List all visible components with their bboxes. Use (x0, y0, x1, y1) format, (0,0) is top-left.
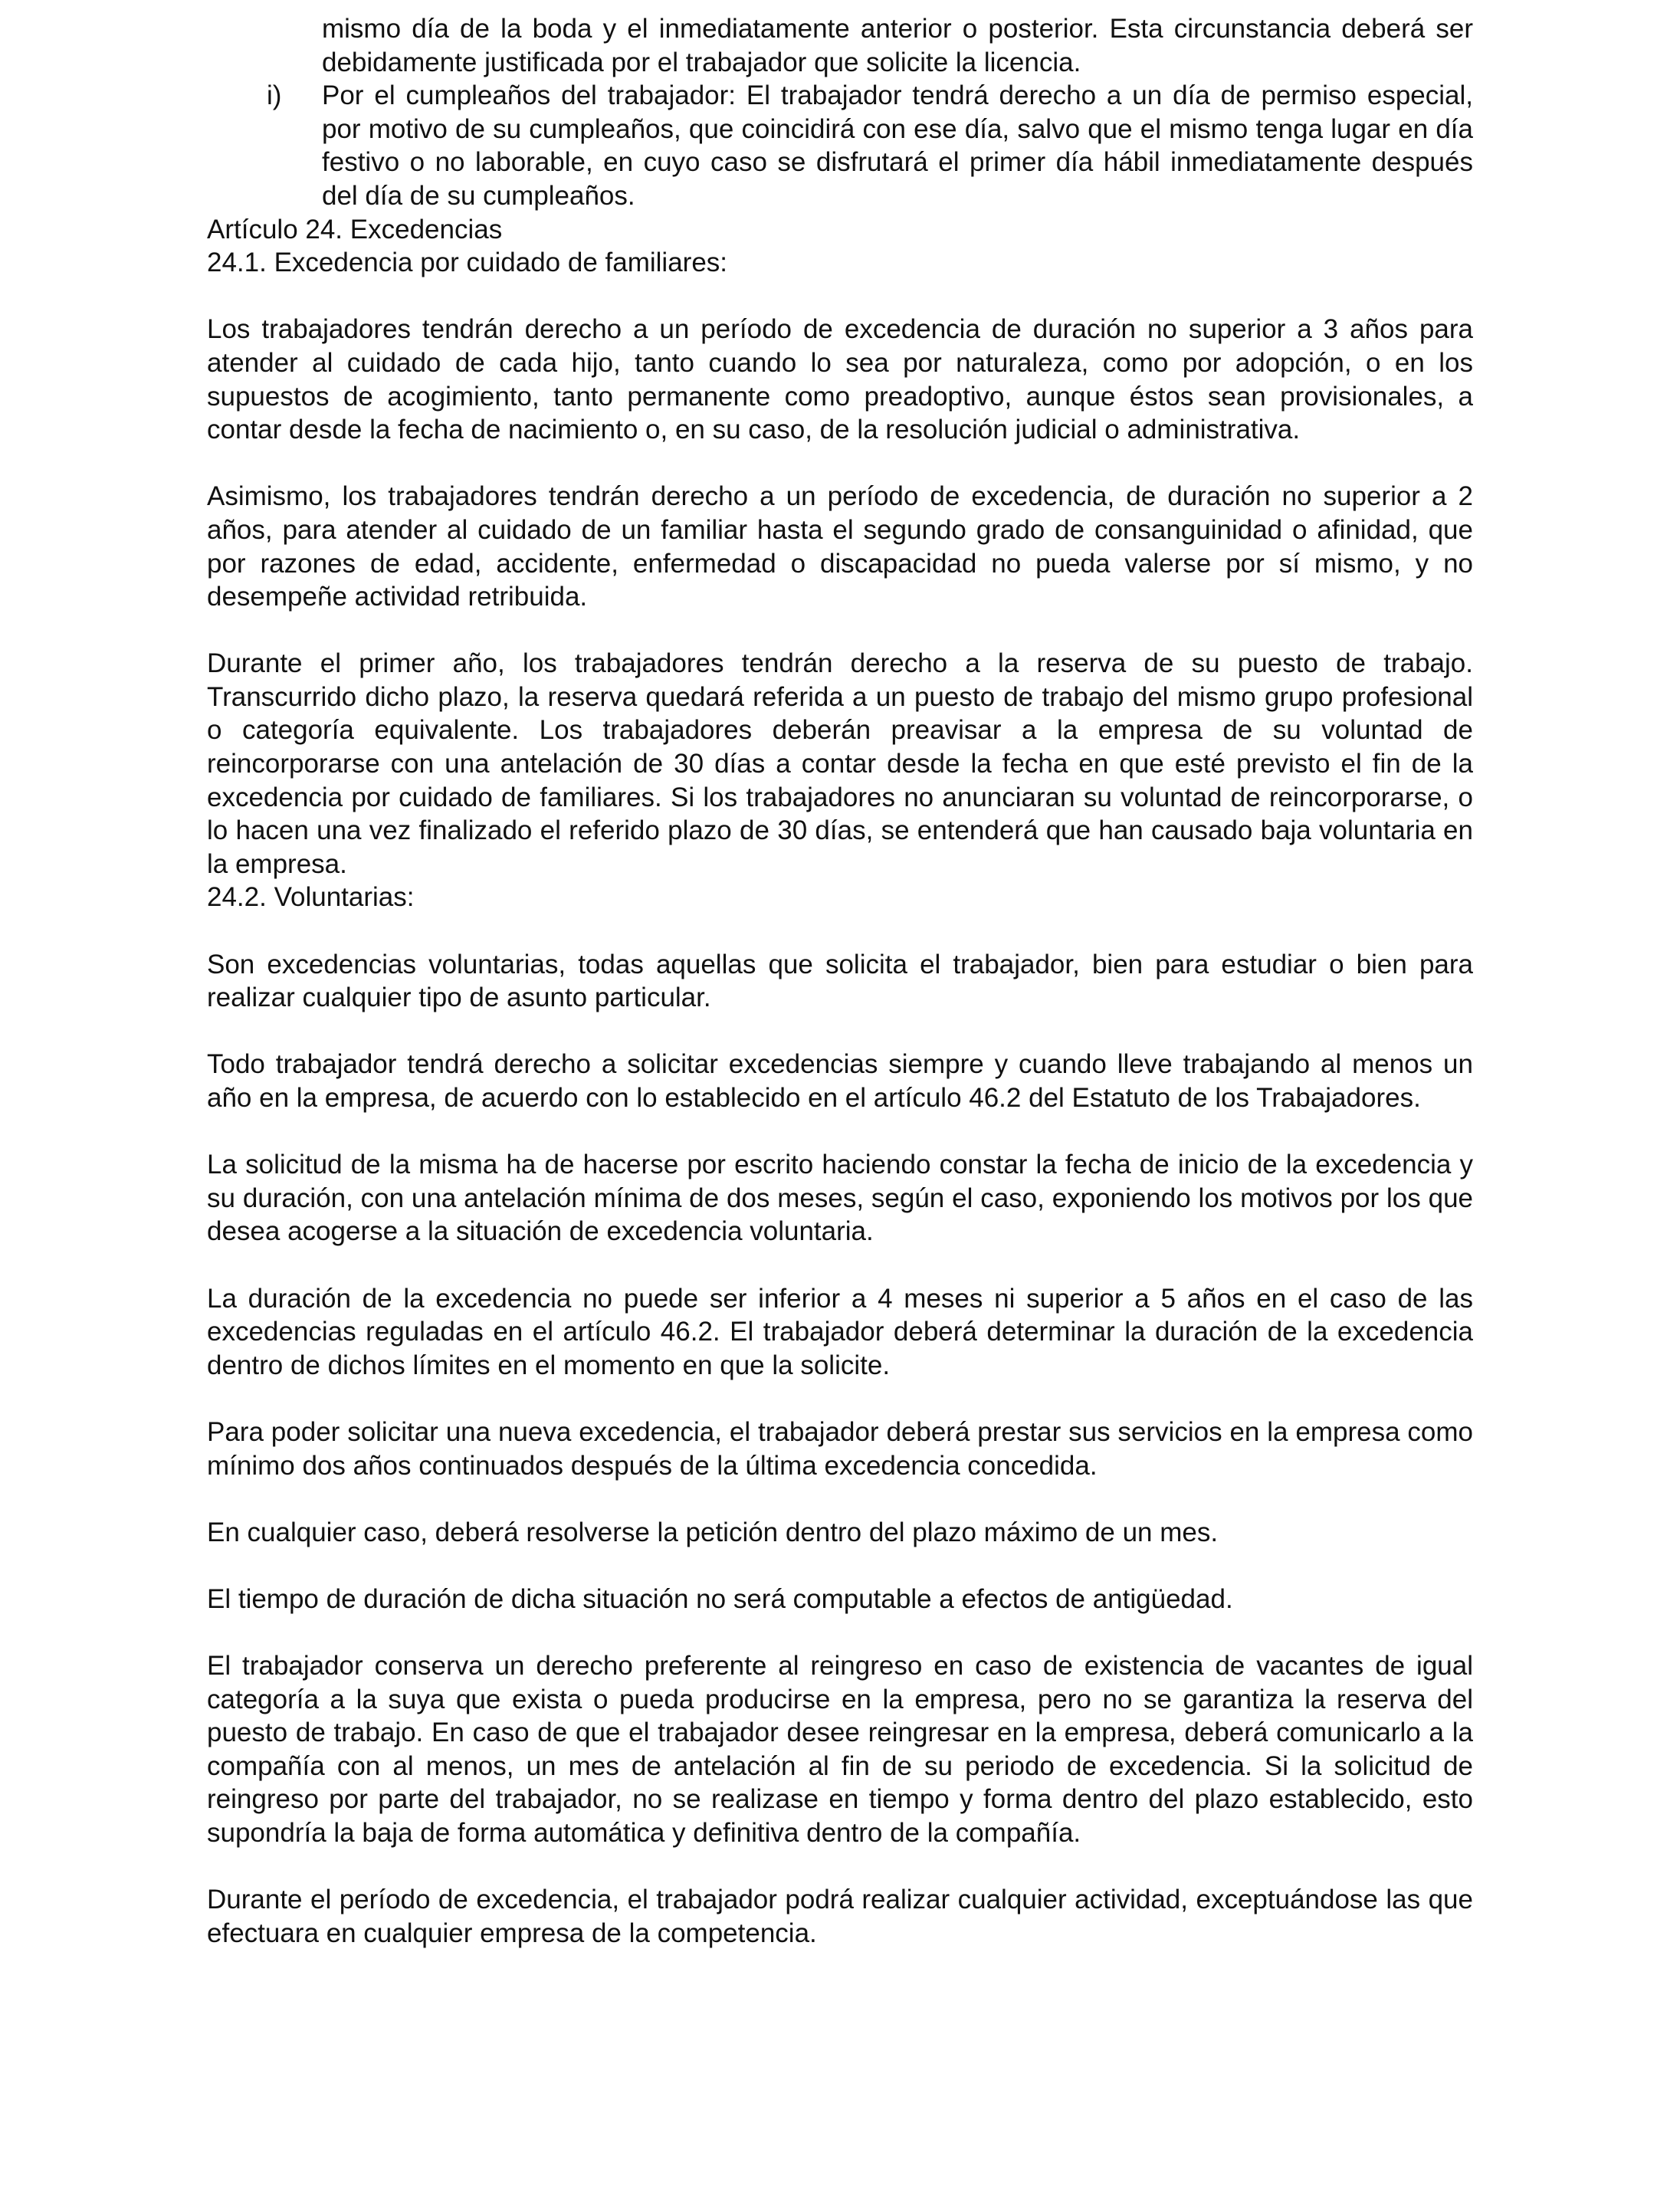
list-item-i (207, 79, 1473, 212)
paragraph: Durante el período de excedencia, el trabajador podrá realizar cualquier actividad, exceptuándose las que efectuara en cualquier empresa de la competencia. (207, 1885, 1473, 1948)
paragraph: La solicitud de la misma ha de hacerse por escrito haciendo constar la fecha de inicio de la excedencia y su duración, con una antelación mínima de dos meses, según el caso, exponiendo los motivos por los que desea acogerse a la situación de excedencia voluntaria. (207, 1150, 1473, 1247)
section-heading-24-2: 24.2. Voluntarias: (207, 882, 415, 913)
paragraph: Todo trabajador tendrá derecho a solicitar excedencias siempre y cuando lleve trabajando al menos un año en la empresa, de acuerdo con lo establecido en el artículo 46.2 del Estatuto de los Trabajadores. (207, 1049, 1473, 1113)
section-heading-24-1: 24.1. Excedencia por cuidado de familiares: (207, 248, 728, 278)
document-page (207, 12, 1473, 1950)
paragraph: Asimismo, los trabajadores tendrán derecho a un período de excedencia, de duración no superior a 2 años, para atender al cuidado de un familiar hasta el segundo grado de consanguinidad o afinidad, que por razones de edad, accidente, enfermedad o discapacidad no pueda valerse por sí mismo, y no desempeñe actividad retribuida. (207, 481, 1473, 612)
paragraph: Los trabajadores tendrán derecho a un período de excedencia de duración no superior a 3 años para atender al cuidado de cada hijo, tanto cuando lo sea por naturaleza, como por adopción, o en los supuestos de acogimiento, tanto permanente como preadoptivo, aunque éstos sean provisionales, a contar desde la fecha de nacimiento o, en su caso, de la resolución judicial o administrativa. (207, 314, 1473, 445)
list-item-marker: i) (267, 80, 282, 111)
paragraph: La duración de la excedencia no puede ser inferior a 4 meses ni superior a 5 años en el caso de las excedencias reguladas en el artículo 46.2. El trabajador deberá determinar la duración de la excedencia dentro de dichos límites en el momento en que la solicite. (207, 1283, 1473, 1380)
paragraph: El tiempo de duración de dicha situación no será computable a efectos de antigüedad. (207, 1583, 1233, 1614)
list-item-text: Por el cumpleaños del trabajador: El trabajador tendrá derecho a un día de permiso especial, por motivo de su cumpleaños, que coincidirá con ese día, salvo que el mismo tenga lugar en día festivo o no laborable, en cuyo caso se disfrutará el primer día hábil inmediatamente después del día de su cumpleaños. (322, 80, 1473, 211)
paragraph: Durante el primer año, los trabajadores tendrán derecho a la reserva de su puesto de trabajo. Transcurrido dicho plazo, la reserva quedará referida a un puesto de trabajo del mismo grupo profesional o categoría equivalente. Los trabajadores deberán preavisar a la empresa de su voluntad de reincorporarse con una antelación de 30 días a contar desde la fecha en que esté previsto el fin de la excedencia por cuidado de familiares. Si los trabajadores no anunciaran su voluntad de reincorporarse, o lo hacen una vez finalizado el referido plazo de 30 días, se entenderá que han causado baja voluntaria en la empresa. (207, 648, 1473, 879)
paragraph: Son excedencias voluntarias, todas aquellas que solicita el trabajador, bien para estudiar o bien para realizar cualquier tipo de asunto particular. (207, 949, 1473, 1013)
continuation-paragraph: mismo día de la boda y el inmediatamente anterior o posterior. Esta circunstancia deberá ser debidamente justificada por el trabajador que solicite la licencia. (322, 14, 1473, 77)
paragraph: Para poder solicitar una nueva excedencia, el trabajador deberá prestar sus servicios en la empresa como mínimo dos años continuados después de la última excedencia concedida. (207, 1416, 1473, 1481)
paragraph: El trabajador conserva un derecho preferente al reingreso en caso de existencia de vacantes de igual categoría a la suya que exista o pueda producirse en la empresa, pero no se garantiza la reserva del puesto de trabajo. En caso de que el trabajador desee reingresar en la empresa, deberá comunicarlo a la compañía con al menos, un mes de antelación al fin de su periodo de excedencia. Si la solicitud de reingreso por parte del trabajador, no se realizase en tiempo y forma dentro del plazo establecido, esto supondría la baja de forma automática y definitiva dentro de la compañía. (207, 1651, 1473, 1849)
paragraph: En cualquier caso, deberá resolverse la petición dentro del plazo máximo de un mes. (207, 1517, 1219, 1547)
article-heading: Artículo 24. Excedencias (207, 214, 503, 244)
